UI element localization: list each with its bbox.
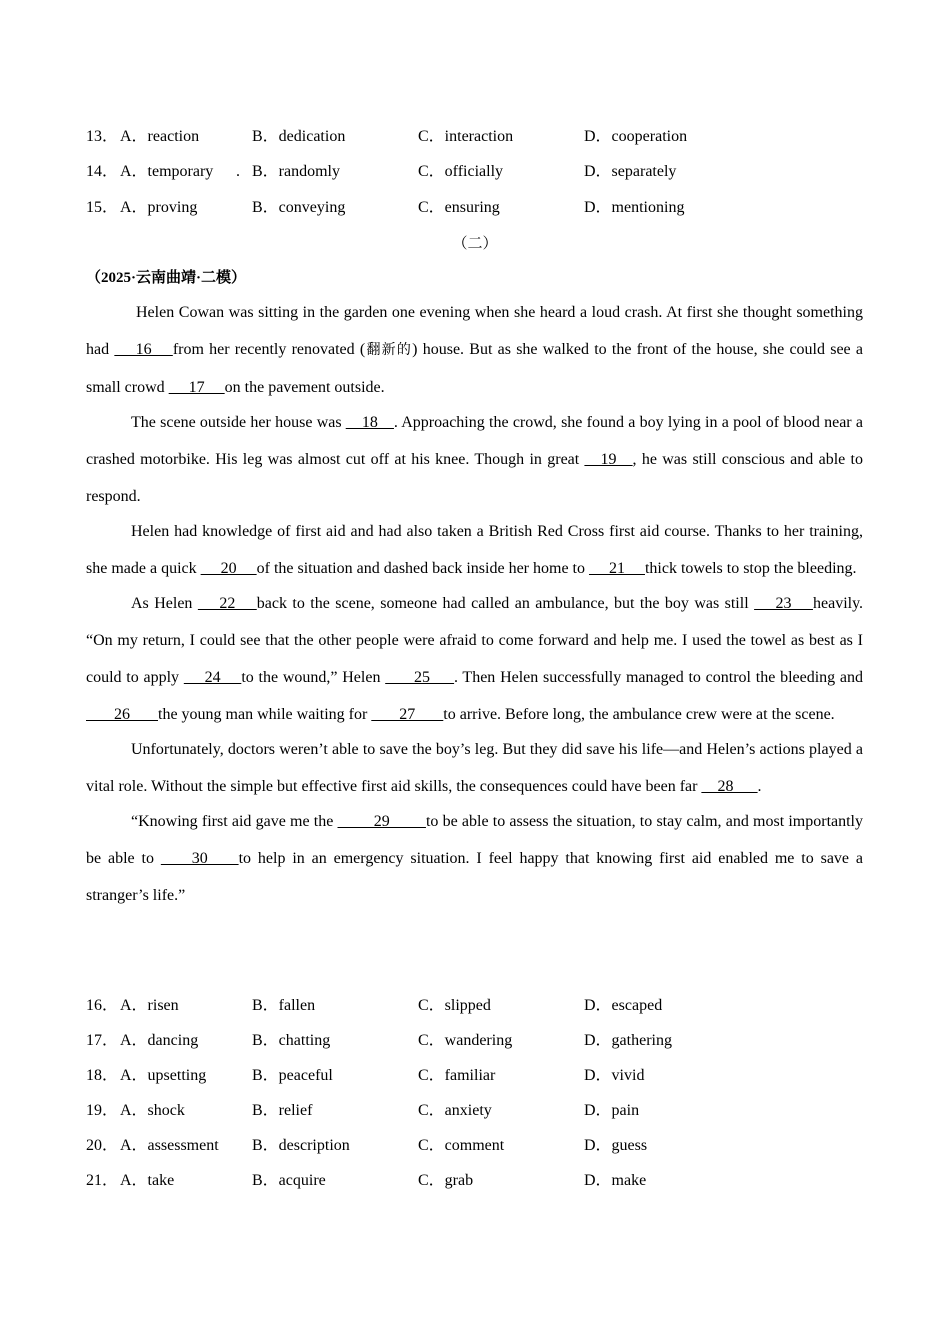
paragraph-5	[86, 731, 863, 805]
blank-21: __21__	[588, 560, 645, 577]
blank-28: __28___	[701, 778, 758, 795]
option-c: C．familiar	[418, 1067, 496, 1084]
text: ) house. But as she walked to the front of the house, she could see a small crowd	[86, 341, 863, 396]
blank-30: ___30___	[160, 850, 239, 867]
blank-20: __20__	[200, 560, 257, 577]
option-d: D．separately	[584, 163, 677, 180]
text: Helen Cowan was sitting in the garden one evening when she heard a loud crash. At first she thought something had	[86, 304, 863, 358]
text: .	[757, 778, 762, 795]
question-number: 17．	[86, 1032, 119, 1049]
text: to the wound,” Helen	[241, 669, 386, 686]
option-d: D．make	[584, 1172, 647, 1189]
text: heavily. “On my return, I could see that the other people were afraid to come forward and help me. I used the towel as best as I could to apply	[86, 595, 864, 686]
text: back to the scene, someone had called an ambulance, but the boy was still	[256, 595, 755, 612]
option-c: C．anxiety	[418, 1102, 492, 1119]
stray-dot: .	[236, 163, 240, 180]
option-b: B．description	[252, 1137, 350, 1154]
option-a: A．risen	[120, 997, 179, 1014]
option-d: D．pain	[584, 1102, 640, 1119]
text: “Knowing first aid gave me the	[131, 813, 338, 830]
option-d: D．gathering	[584, 1032, 672, 1049]
section-title: （二）	[452, 234, 498, 252]
text: to arrive. Before long, the ambulance crew were at the scene.	[443, 706, 835, 723]
option-a: A．reaction	[120, 128, 200, 145]
question-21	[86, 1169, 866, 1193]
option-d: D．cooperation	[584, 128, 688, 145]
option-b: B．peaceful	[252, 1067, 333, 1084]
option-c: C．wandering	[418, 1032, 513, 1049]
option-c: C．comment	[418, 1137, 505, 1154]
question-number: 13．	[86, 128, 119, 145]
question-number: 14．	[86, 163, 119, 180]
question-17	[86, 1029, 866, 1053]
option-b: B．chatting	[252, 1032, 331, 1049]
text: Unfortunately, doctors weren’t able to save the boy’s leg. But they did save his life—and Helen’s actions played a vital role. Without the simple but effective first aid skills, the consequences could have been far	[86, 741, 863, 795]
question-number: 21．	[86, 1172, 119, 1189]
option-b: B．acquire	[252, 1172, 326, 1189]
option-d: D．escaped	[584, 997, 663, 1014]
blank-22: __22__	[197, 595, 257, 612]
blank-24: __24__	[183, 669, 242, 686]
option-c: C．ensuring	[418, 199, 500, 216]
option-a: A．proving	[120, 199, 198, 216]
text: As Helen	[131, 595, 198, 612]
option-a: A．temporary	[120, 163, 214, 180]
blank-19: __19__	[584, 451, 633, 468]
option-a: A．dancing	[120, 1032, 199, 1049]
question-16	[86, 994, 866, 1018]
text: from her recently renovated (	[172, 341, 366, 358]
blank-29: ____29____	[337, 813, 426, 830]
text: . Then Helen successfully managed to control the bleeding and	[453, 669, 864, 686]
option-b: B．relief	[252, 1102, 313, 1119]
option-c: C．interaction	[418, 128, 514, 145]
text: thick towels to stop the bleeding.	[644, 560, 857, 577]
text: The scene outside her house was	[131, 414, 346, 431]
option-a: A．upsetting	[120, 1067, 207, 1084]
question-number: 16．	[86, 997, 119, 1014]
question-number: 15．	[86, 199, 119, 216]
option-a: A．shock	[120, 1102, 185, 1119]
paragraph-4	[86, 585, 863, 733]
question-14	[86, 160, 866, 184]
blank-23: __23__	[754, 595, 813, 612]
option-d: D．vivid	[584, 1067, 645, 1084]
text: on the pavement outside.	[224, 379, 385, 396]
chinese-gloss: 翻新的	[365, 342, 413, 358]
option-d: D．mentioning	[584, 199, 685, 216]
blank-27: ___27___	[371, 706, 444, 723]
option-a: A．assessment	[120, 1137, 219, 1154]
blank-26: ___26___	[86, 706, 158, 723]
paragraph-2	[86, 404, 863, 515]
option-d: D．guess	[584, 1137, 648, 1154]
blank-17: __17__	[168, 379, 225, 396]
option-c: C．grab	[418, 1172, 474, 1189]
option-b: B．dedication	[252, 128, 346, 145]
question-19	[86, 1099, 866, 1123]
question-number: 20．	[86, 1137, 119, 1154]
text: to help in an emergency situation. I feel happy that knowing first aid enabled me to save a stranger’s life.”	[86, 850, 864, 904]
option-c: C．slipped	[418, 997, 491, 1014]
text: . Approaching the crowd, she found a boy lying in a pool of blood near a crashed motorbike. His leg was almost cut off at his knee. Though in great	[86, 414, 863, 468]
question-15	[86, 196, 866, 220]
text: Helen had knowledge of first aid and had also taken a British Red Cross first aid course. Thanks to her training, she made a quick	[86, 523, 863, 577]
text: the young man while waiting for	[158, 706, 372, 723]
text: , he was still conscious and able to respond.	[86, 451, 863, 505]
question-number: 19．	[86, 1102, 119, 1119]
option-a: A．take	[120, 1172, 175, 1189]
option-c: C．officially	[418, 163, 504, 180]
paragraph-1	[86, 294, 863, 406]
question-18	[86, 1064, 866, 1088]
source-label: （2025·云南曲靖·二模）	[86, 270, 247, 286]
option-b: B．randomly	[252, 163, 340, 180]
question-13	[86, 125, 866, 149]
question-20	[86, 1134, 866, 1158]
text: of the situation and dashed back inside her home to	[256, 560, 589, 577]
blank-25: ___25___	[385, 669, 454, 686]
question-number: 18．	[86, 1067, 119, 1084]
blank-16: __16__	[114, 341, 173, 358]
paragraph-6	[86, 803, 863, 914]
paragraph-3	[86, 513, 863, 587]
reading-passage	[86, 294, 863, 914]
blank-18: __18__	[345, 414, 394, 431]
option-b: B．fallen	[252, 997, 316, 1014]
text: to be able to assess the situation, to stay calm, and most importantly be able to	[86, 813, 864, 867]
option-b: B．conveying	[252, 199, 346, 216]
